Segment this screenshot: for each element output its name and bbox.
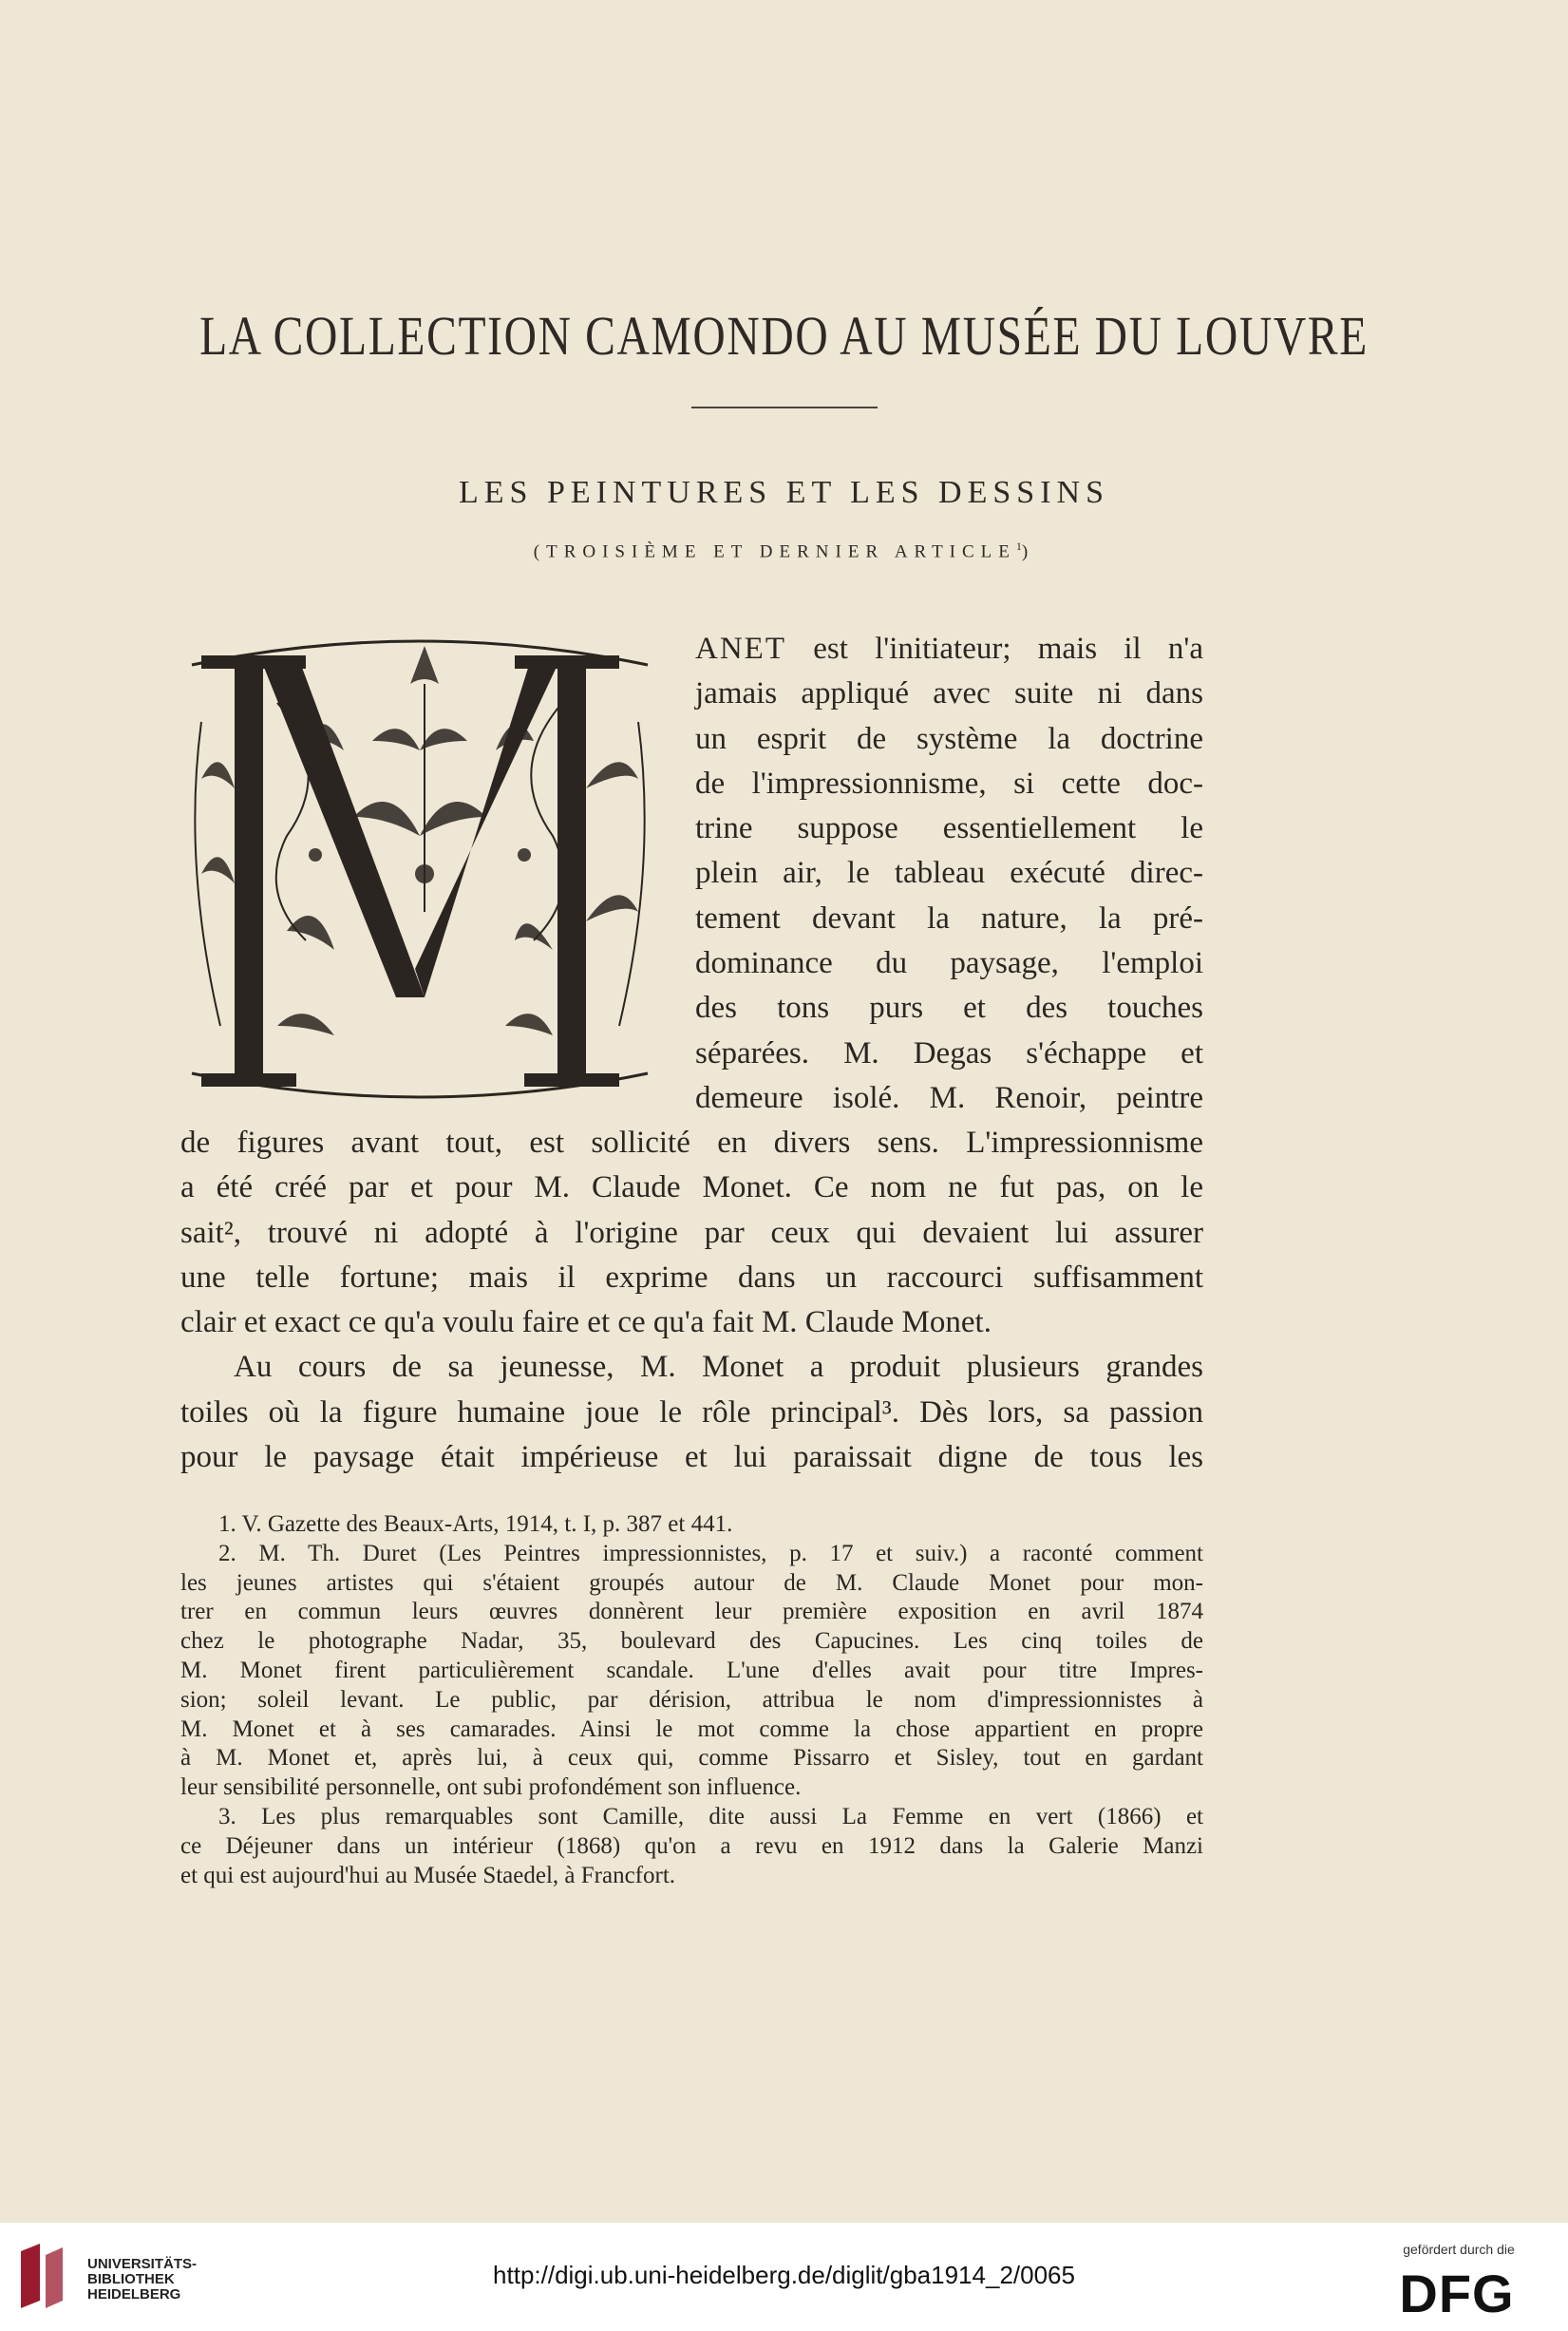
- text-line: [695, 627, 1203, 672]
- article-note-text: (TROISIÈME ET DERNIER ARTICLE: [533, 541, 1016, 562]
- article-title: LA COLLECTION CAMONDO AU MUSÉE DU LOUVRE: [199, 305, 1369, 367]
- article-note-close: ): [1021, 541, 1035, 562]
- footnotes: [180, 1510, 1203, 1890]
- text-line: jamais appliqué avec suite ni dans: [695, 676, 1203, 711]
- text-line: Au cours de sa jeunesse, M. Monet a produit plusieurs grandes: [234, 1350, 1203, 1385]
- text-line: a été créé par et pour M. Claude Monet. Ce nom ne fut pas, on le: [180, 1170, 1203, 1205]
- footnote-line: sion; soleil levant. Le public, par dérision, attribua le nom d'impressionnistes à: [180, 1686, 1203, 1713]
- lead-word: ANET: [695, 632, 786, 666]
- footnote-line: leur sensibilité personnelle, ont subi profondément son influence.: [180, 1774, 802, 1801]
- footnote-line: chez le photographe Nadar, 35, boulevard des Capucines. Les cinq toiles de: [180, 1628, 1203, 1655]
- footnote-line: M. Monet firent particulièrement scandale. L'une d'elles avait pour titre Impres-: [180, 1657, 1203, 1683]
- text-line: de figures avant tout, est sollicité en divers sens. L'impressionnisme: [180, 1126, 1203, 1160]
- footnote-line: trer en commun leurs œuvres donnèrent leur première exposition en avril 1874: [180, 1599, 1203, 1625]
- body-column-narrow: [695, 627, 1203, 1121]
- text-line: sait², trouvé ni adopté à l'origine par ceux qui devaient lui assurer: [180, 1215, 1203, 1250]
- title-rule: [691, 407, 878, 408]
- text-line: trine suppose essentiellement le: [695, 811, 1203, 846]
- ornamented-initial-m-icon: [182, 627, 657, 1111]
- permalink-url[interactable]: http://digi.ub.uni-heidelberg.de/diglit/gba1914_2/0065: [493, 2261, 1075, 2289]
- text-line: séparées. M. Degas s'échappe et: [695, 1035, 1203, 1071]
- article-note-ref: 1: [1015, 540, 1022, 553]
- article-note: [0, 540, 1568, 562]
- text-line: clair et exact ce qu'a voulu faire et ce qu'a fait M. Claude Monet.: [180, 1305, 992, 1340]
- text-line: toiles où la figure humaine joue le rôle principal³. Dès lors, sa passion: [180, 1394, 1203, 1430]
- footnote-line: 1. V. Gazette des Beaux-Arts, 1914, t. I, p. 387 et 441.: [218, 1511, 733, 1537]
- text-line: dominance du paysage, l'emploi: [695, 946, 1203, 981]
- digitization-footer: [0, 2223, 1568, 2331]
- footnote-line: 3. Les plus remarquables sont Camille, dite aussi La Femme en vert (1866) et: [218, 1803, 1203, 1829]
- text-line: pour le paysage était impérieuse et lui paraissait digne de tous les: [180, 1440, 1203, 1475]
- library-name-line: HEIDELBERG: [87, 2286, 181, 2303]
- library-name-line: BIBLIOTHEK: [87, 2271, 175, 2287]
- text-line-content: est l'initiateur; mais il n'a: [785, 632, 1203, 666]
- library-name-line: UNIVERSITÄTS-: [87, 2256, 198, 2272]
- text-line: de l'impressionnisme, si cette doc-: [695, 766, 1203, 801]
- footnote-line: et qui est aujourd'hui au Musée Staedel, à Francfort.: [180, 1862, 676, 1888]
- footnote-line: M. Monet et à ses camarades. Ainsi le mot comme la chose appartient en propre: [180, 1715, 1203, 1742]
- text-line: des tons purs et des touches: [695, 991, 1203, 1026]
- text-line: demeure isolé. M. Renoir, peintre: [695, 1080, 1203, 1115]
- footnote-line: à M. Monet et, après lui, à ceux qui, comme Pissarro et Sisley, tout en gardant: [180, 1745, 1203, 1772]
- text-line: plein air, le tableau exécuté direc-: [695, 856, 1203, 891]
- text-line: une telle fortune; mais il exprime dans un raccourci suffisamment: [180, 1260, 1203, 1295]
- body-column-wide: [180, 1121, 1203, 1480]
- footnote-line: les jeunes artistes qui s'étaient groupés autour de M. Claude Monet pour mon-: [180, 1569, 1203, 1596]
- text-line: tement devant la nature, la pré-: [695, 900, 1203, 936]
- article-subtitle: LES PEINTURES ET LES DESSINS: [459, 475, 1109, 510]
- dfg-logo: DFG: [1399, 2264, 1515, 2323]
- funded-by-label: gefördert durch die: [1403, 2242, 1515, 2257]
- footnote-line: ce Déjeuner dans un intérieur (1868) qu'on a revu en 1912 dans la Galerie Manzi: [180, 1832, 1203, 1859]
- text-line: un esprit de système la doctrine: [695, 721, 1203, 756]
- footnote-line: 2. M. Th. Duret (Les Peintres impressionnistes, p. 17 et suiv.) a raconté comment: [218, 1540, 1203, 1566]
